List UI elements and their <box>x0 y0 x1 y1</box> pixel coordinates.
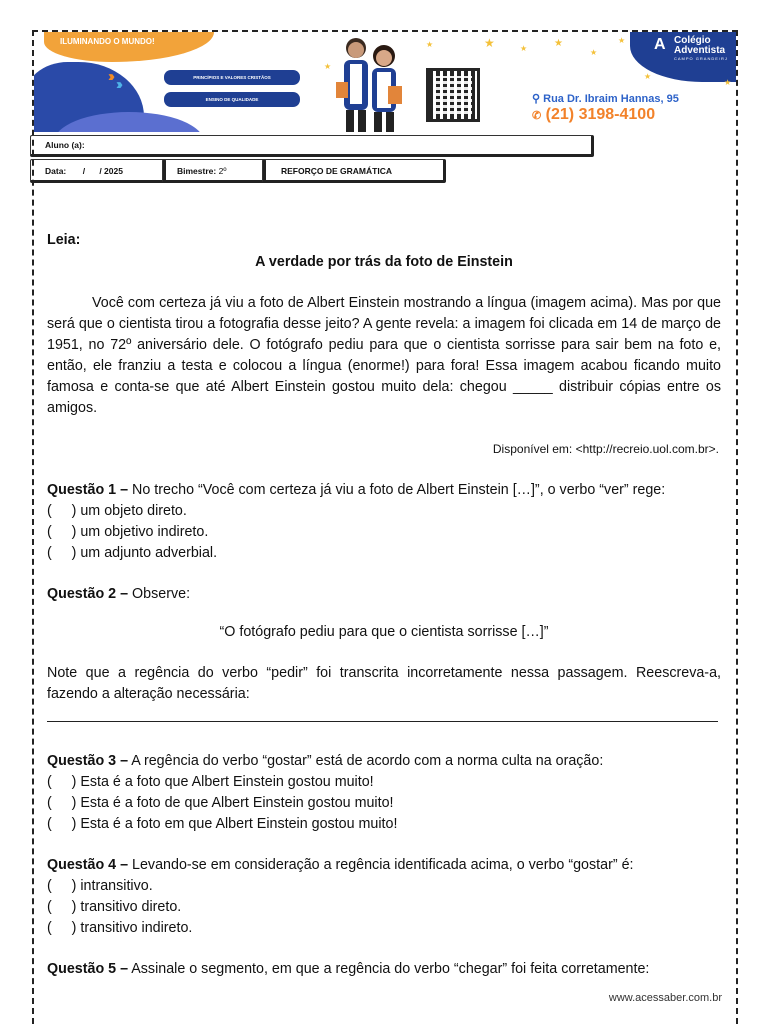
logo-subtitle: CAMPO GRANDE/RJ <box>674 56 728 61</box>
term-field <box>162 159 266 183</box>
pill-quality: ENSINO DE QUALIDADE <box>164 92 300 107</box>
question-5-text: Assinale o segmento, em que a regência do verbo “chegar” foi feita corretamente: <box>128 961 650 977</box>
worksheet-content <box>47 230 721 980</box>
logo-line-2: Adventista <box>674 45 726 56</box>
question-4-label: Questão 4 – <box>47 857 129 873</box>
question-1 <box>47 480 721 501</box>
question-5 <box>47 959 721 980</box>
question-4 <box>47 855 721 876</box>
phone-text: (21) 3198-4100 <box>545 106 656 123</box>
star-icon: ★ <box>644 72 652 81</box>
read-label: Leia: <box>47 232 81 248</box>
subject-title: REFORÇO DE GRAMÁTICA <box>262 159 446 183</box>
qr-code-pattern <box>434 76 472 114</box>
question-2-quote: “O fotógrafo pediu para que o cientista sorrisse […]” <box>219 624 549 640</box>
address <box>532 92 679 105</box>
question-1-option-a[interactable]: ( ) um objeto direto. <box>47 503 187 519</box>
question-4-option-c[interactable]: ( ) transitivo indireto. <box>47 920 193 936</box>
question-2-note: Note que a regência do verbo “pedir” foi transcrita incorretamente nessa passagem. Reescreva-a, fazendo a alteração necessária: <box>47 665 721 702</box>
question-4-option-a[interactable]: ( ) intransitivo. <box>47 878 153 894</box>
star-icon: ★ <box>554 38 563 49</box>
question-5-label: Questão 5 – <box>47 961 129 977</box>
header-banner <box>34 32 736 132</box>
location-pin-icon: ⚲ <box>532 93 544 105</box>
star-icon: ★ <box>426 40 434 49</box>
text-source: Disponível em: <http://recreio.uol.com.br>. <box>492 442 719 456</box>
question-2-text: Observe: <box>128 586 191 602</box>
question-2-label: Questão 2 – <box>47 586 129 602</box>
question-1-label: Questão 1 – <box>47 482 129 498</box>
star-icon: ★ <box>590 48 598 57</box>
text-title: A verdade por trás da foto de Einstein <box>255 254 513 270</box>
star-icon: ★ <box>618 36 626 45</box>
pill-principles: PRINCÍPIOS E VALORES CRISTÃOS <box>164 70 300 85</box>
address-text: Rua Dr. Ibraim Hannas, 95 <box>543 93 679 105</box>
question-1-option-b[interactable]: ( ) um objetivo indireto. <box>47 524 209 540</box>
arrows-icon-2: ››› <box>116 76 119 93</box>
question-1-option-c[interactable]: ( ) um adjunto adverbial. <box>47 545 218 561</box>
date-label: Data: <box>45 166 67 176</box>
question-3-option-b[interactable]: ( ) Esta é a foto de que Albert Einstein gostou muito! <box>47 795 394 811</box>
arrows-icon: ››› <box>108 68 111 85</box>
students-illustration <box>330 34 408 132</box>
banner-tagline: ILUMINANDO O MUNDO! <box>60 37 155 46</box>
phone-icon: ✆ <box>532 110 542 122</box>
question-3-option-c[interactable]: ( ) Esta é a foto em que Albert Einstein gostou muito! <box>47 816 398 832</box>
star-icon: ★ <box>324 62 332 71</box>
logo-text <box>674 36 725 56</box>
question-2 <box>47 584 721 605</box>
star-icon: ★ <box>724 78 732 87</box>
question-4-text: Levando-se em consideração a regência identificada acima, o verbo “gostar” é: <box>128 857 634 873</box>
question-3-text: A regência do verbo “gostar” está de acordo com a norma culta na oração: <box>128 753 604 769</box>
date-value: / / 2025 <box>82 166 123 176</box>
footer-site: www.acessaber.com.br <box>608 992 722 1004</box>
question-3-label: Questão 3 – <box>47 753 129 769</box>
answer-line[interactable] <box>47 709 718 722</box>
question-3-option-a[interactable]: ( ) Esta é a foto que Albert Einstein gostou muito! <box>47 774 374 790</box>
text-paragraph: Você com certeza já viu a foto de Albert Einstein mostrando a língua (imagem acima). Mas por que será que o cientista tirou a fotografia desse jeito? A gente revela: a imagem foi clicada em 14 de março de 1951, no 72º aniversário dele. O fotógrafo pediu para que o cientista sorrisse para sair bem na foto e, então, ele franziu a testa e colocou a língua (enorme!) para fora! Essa imagem acabou ficando muito famosa e conta-se que até Albert Einstein gostou muito dela: chegou _____ distribuir cópias entre os amigos. <box>47 295 721 416</box>
term-label: Bimestre: <box>177 166 217 176</box>
student-name-field[interactable] <box>30 135 594 157</box>
phone <box>532 106 655 124</box>
logo-line-1: Colégio <box>674 35 711 46</box>
question-4-option-b[interactable]: ( ) transitivo direto. <box>47 899 182 915</box>
question-3 <box>47 751 721 772</box>
star-icon: ★ <box>484 36 495 50</box>
student-label: Aluno (a): <box>45 140 85 150</box>
logo-icon: A <box>654 36 666 53</box>
date-field[interactable] <box>30 159 166 183</box>
question-1-text: No trecho “Você com certeza já viu a foto de Albert Einstein […]”, o verbo “ver” rege: <box>128 482 666 498</box>
term-value: 2º <box>218 166 227 176</box>
star-icon: ★ <box>520 44 528 53</box>
